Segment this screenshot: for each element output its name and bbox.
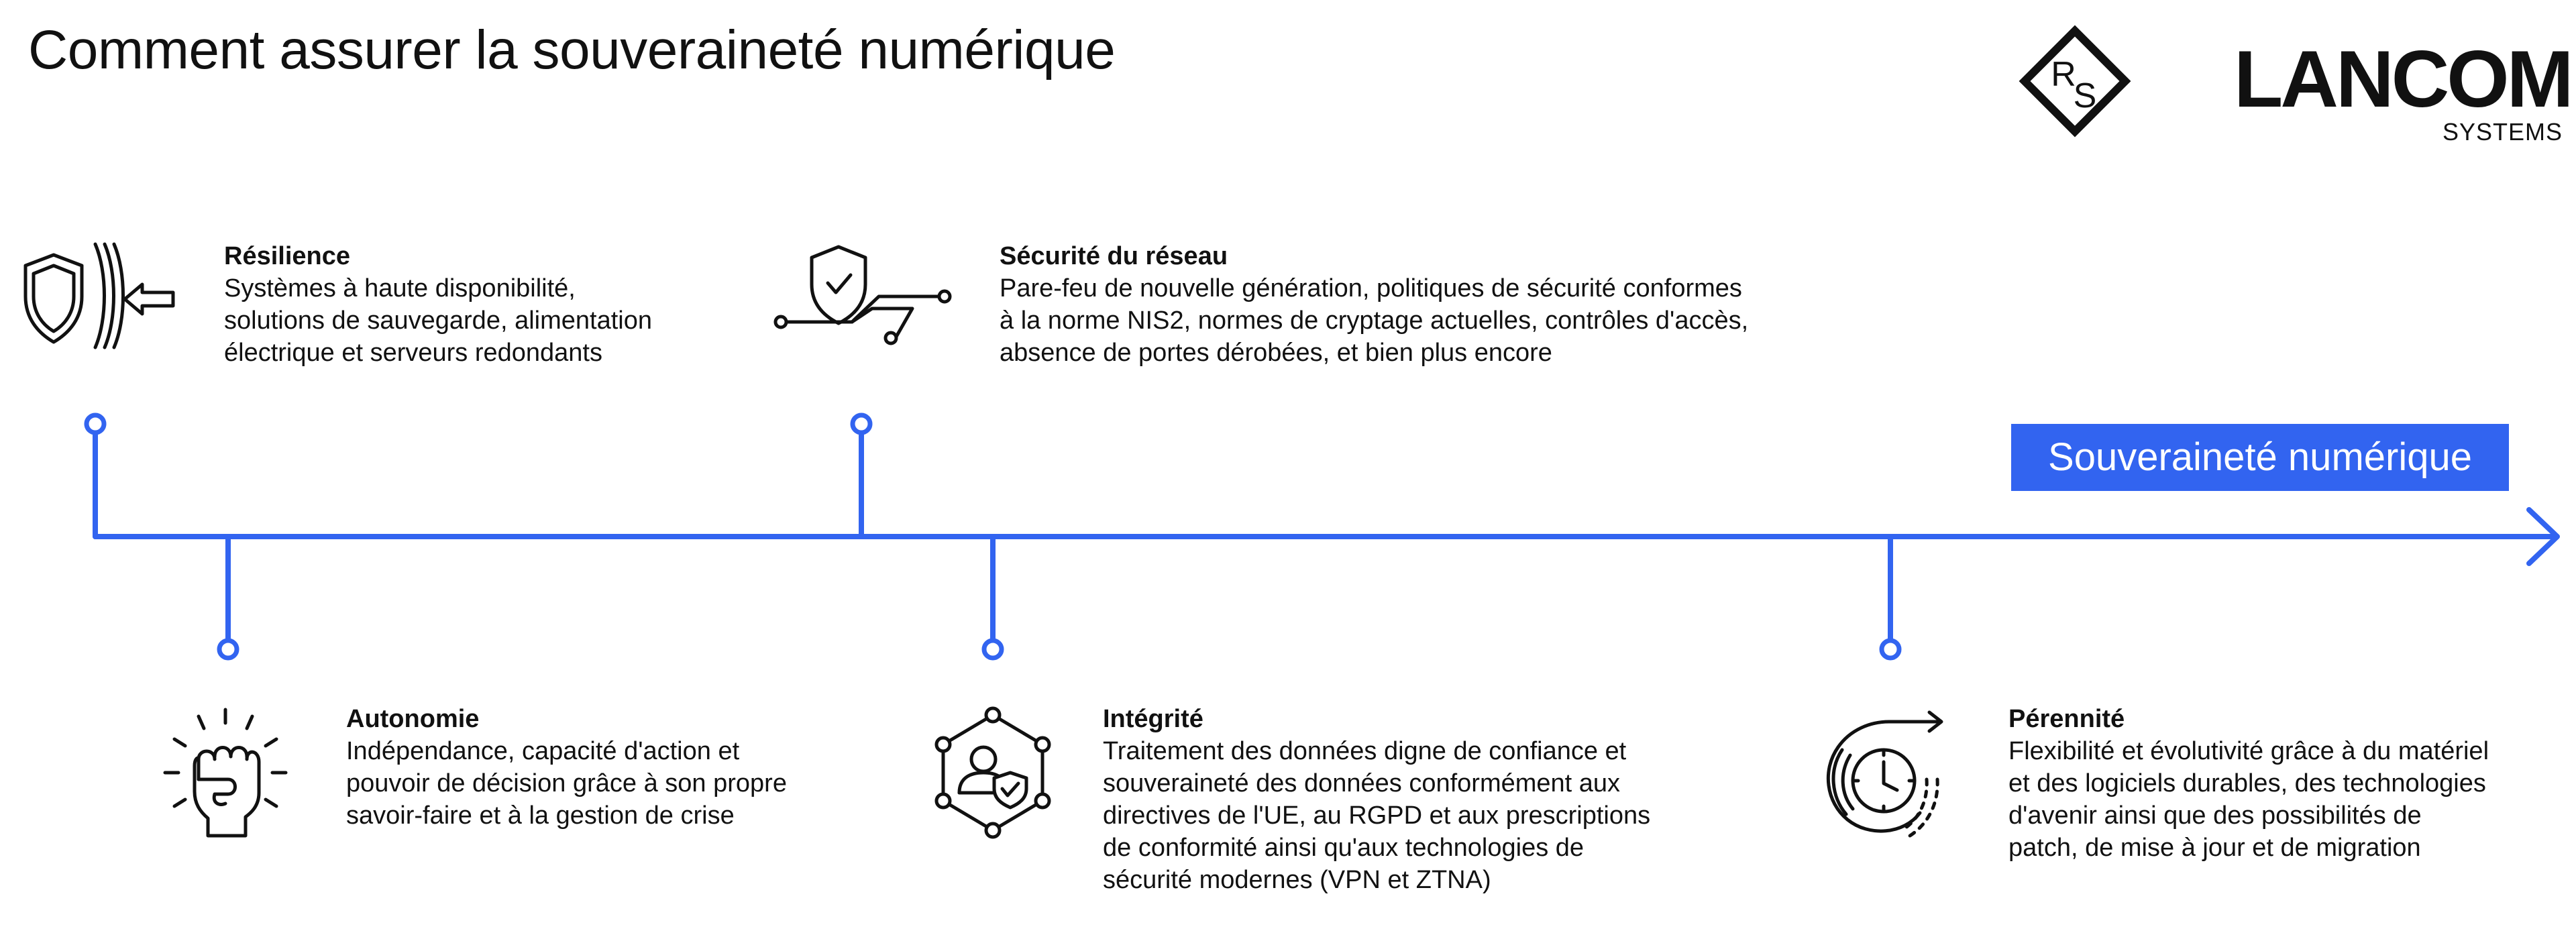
item-text: Flexibilité et évolutivité grâce à du matériel et des logiciels durables, des technologies d'avenir ainsi que des possibilités de patch, de mise à jour et de migration — [2008, 737, 2489, 862]
item-title: Résilience — [224, 242, 350, 270]
lancom-sub: SYSTEMS — [2442, 118, 2563, 146]
item-title: Pérennité — [2008, 705, 2125, 733]
shield-deflect-icon — [20, 239, 181, 353]
item-resilience — [224, 240, 652, 369]
item-securite-reseau — [1000, 240, 1748, 369]
page-title: Comment assurer la souveraineté numérique — [28, 19, 1116, 80]
node-autonomie — [219, 641, 237, 658]
item-title: Sécurité du réseau — [1000, 242, 1228, 270]
item-text: Traitement des données digne de confiance et souveraineté des données conformément aux directives de l'UE, au RGPD et aux prescriptions de conformité ainsi qu'aux technologies de sécurité modernes (VPN et ZTNA) — [1103, 737, 1651, 894]
item-autonomie — [346, 703, 787, 832]
node-securite-reseau — [853, 415, 870, 433]
shield-network-icon — [771, 241, 953, 349]
item-text: Systèmes à haute disponibilité, solutions de sauvegarde, alimentation électrique et serveurs redondants — [224, 274, 652, 367]
node-resilience — [87, 415, 104, 433]
item-perennite — [2008, 703, 2489, 864]
item-integrite — [1103, 703, 1650, 896]
item-text: Pare-feu de nouvelle génération, politiques de sécurité conformes à la norme NIS2, normes de cryptage actuelles, contrôles d'accès, absence de portes dérobées, et bien plus encore — [1000, 274, 1749, 367]
item-text: Indépendance, capacité d'action et pouvoir de décision grâce à son propre savoir-faire et à la gestion de crise — [346, 737, 787, 830]
sovereignty-badge: Souveraineté numérique — [2011, 424, 2509, 491]
node-integrite — [984, 641, 1002, 658]
node-perennite — [1882, 641, 1899, 658]
svg-text:R: R — [2051, 55, 2076, 94]
item-title: Autonomie — [346, 705, 480, 733]
lancom-brand: LANCOM — [2234, 34, 2571, 124]
user-network-icon — [926, 706, 1060, 840]
svg-text:S: S — [2073, 76, 2097, 115]
item-title: Intégrité — [1103, 705, 1203, 733]
stopwatch-arrow-icon — [1819, 706, 1967, 840]
fist-icon — [158, 706, 292, 840]
